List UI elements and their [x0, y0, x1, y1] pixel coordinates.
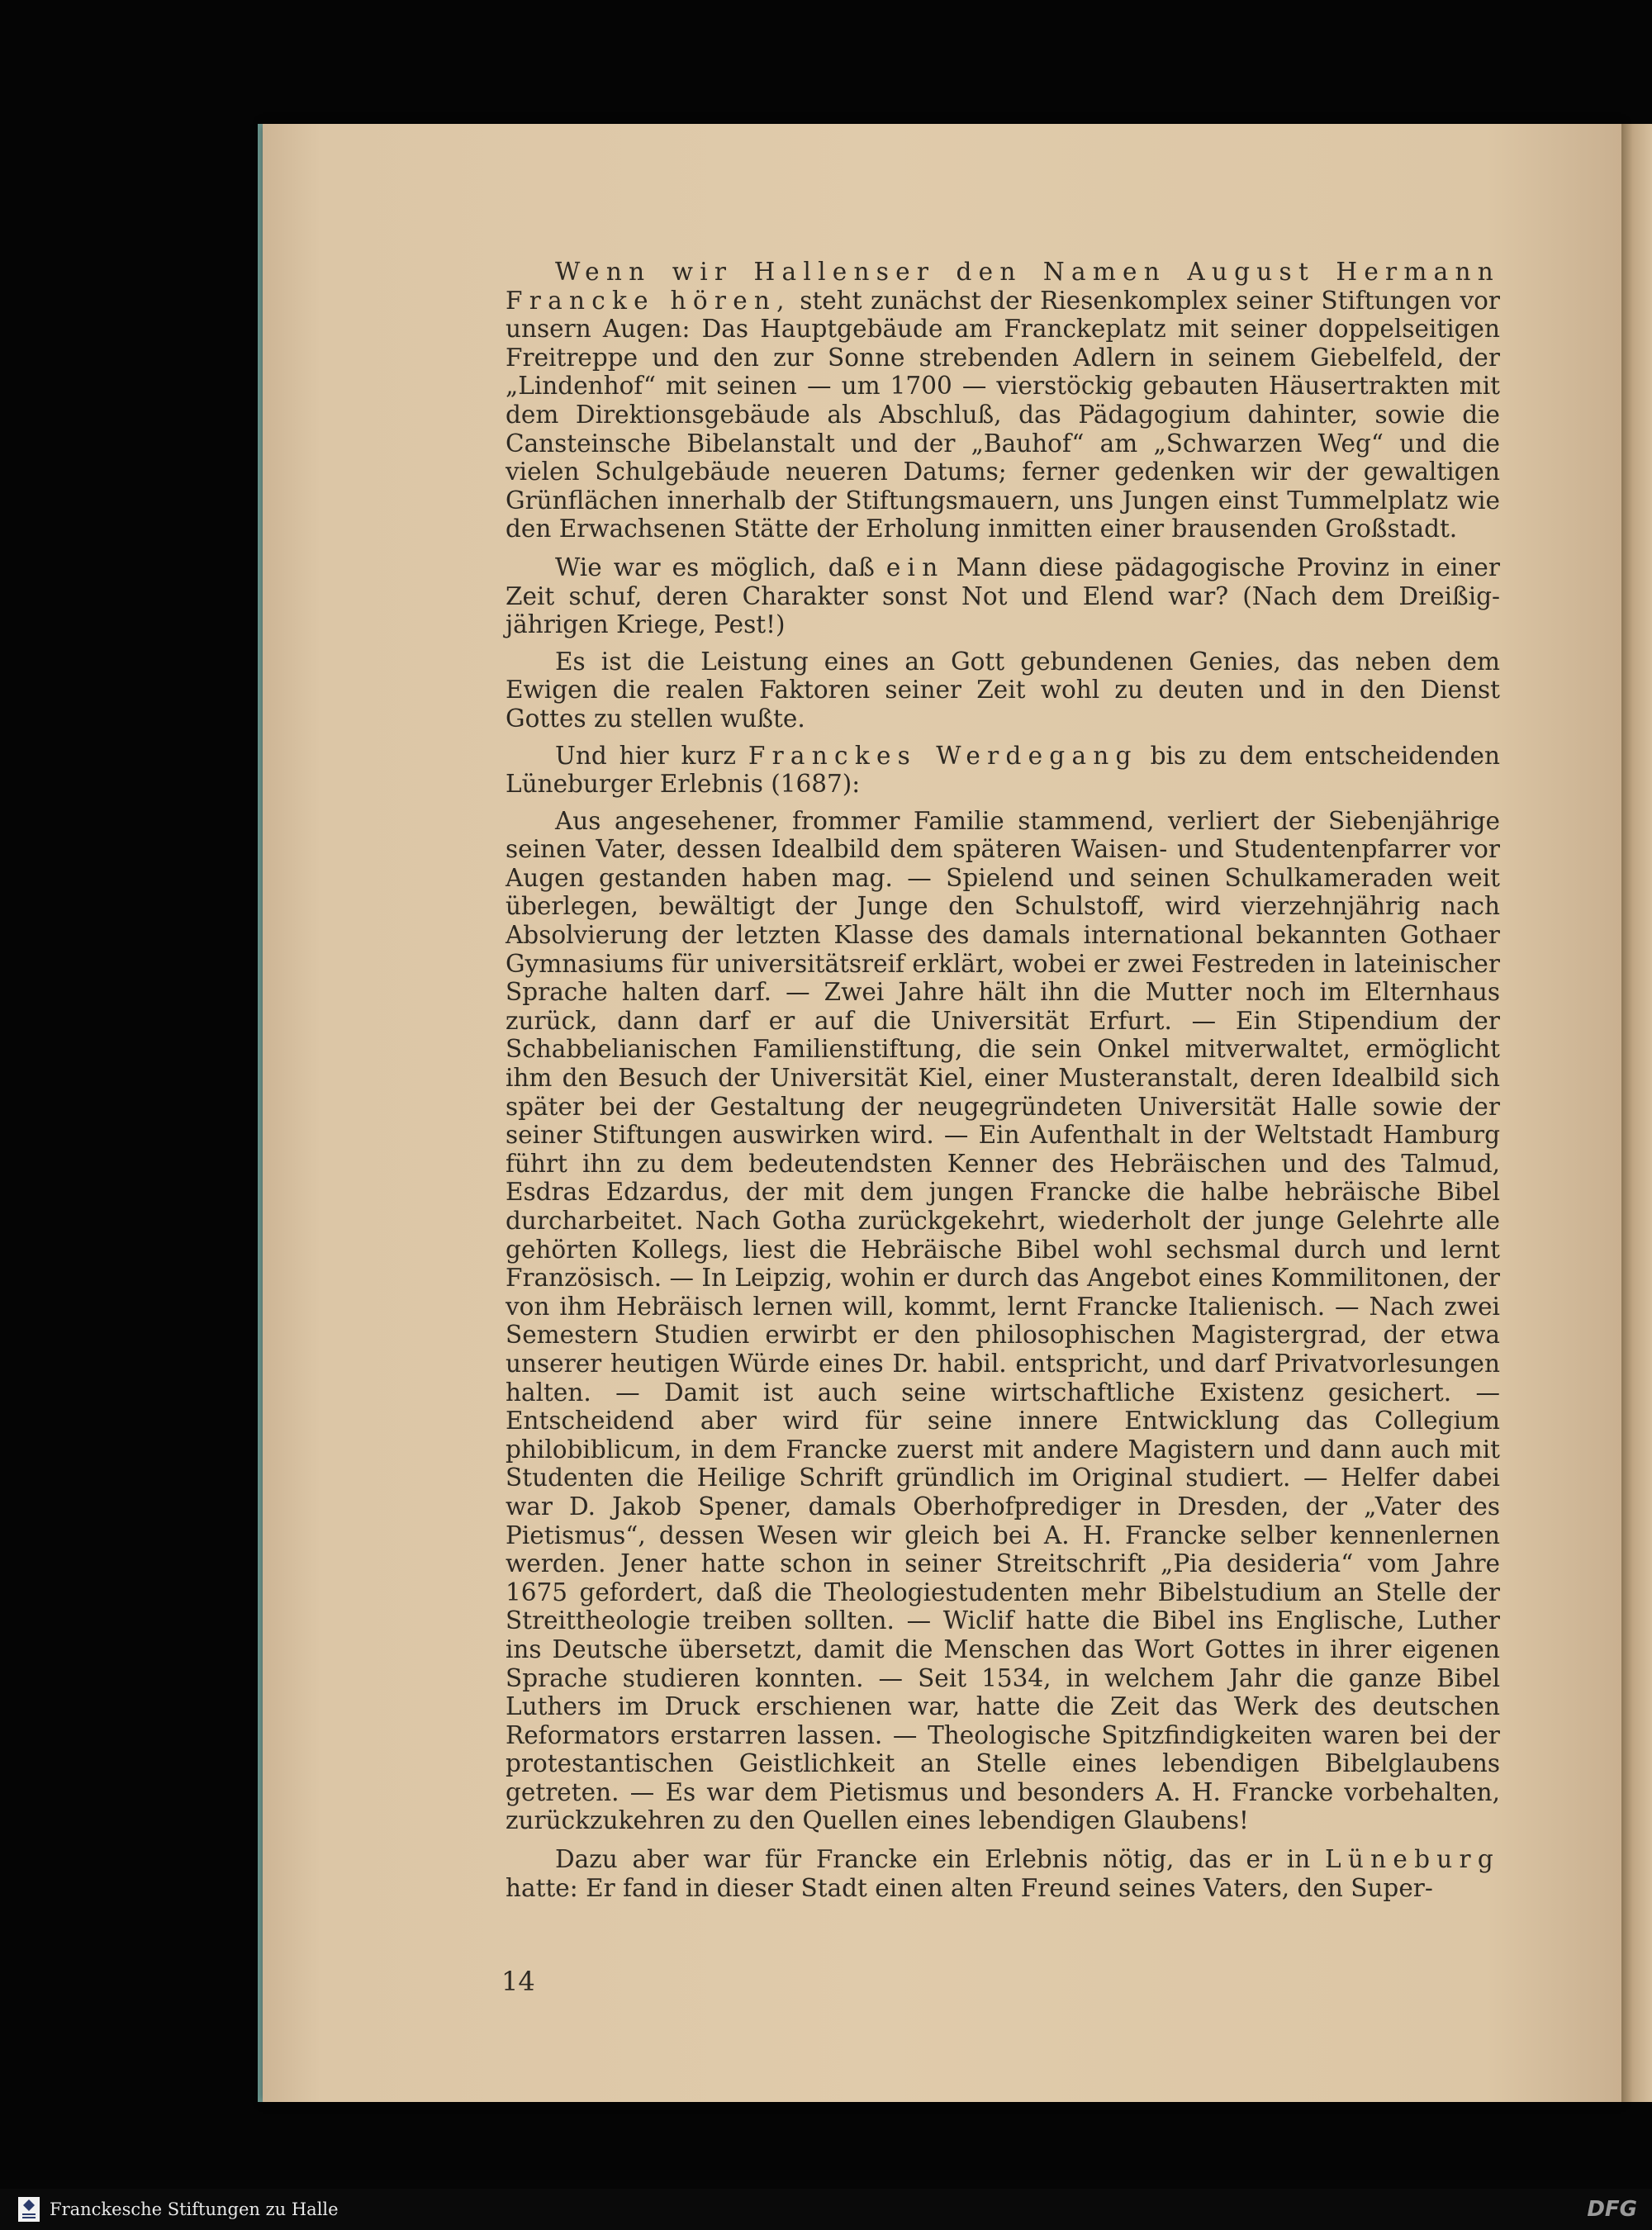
paragraph-biography: Aus angesehener, frommer Familie stammend, verliert der Siebenjährige seinen Vater, dessen Idealbild dem späteren Waisen- und Studentenpfarrer vor Augen gestanden haben mag. — Spielend und seinen Schulkameraden weit überlegen, bewältigt der Junge den Schulstoff, wird vierzehnjährig nach Absolvierung der letzten Klasse des damals international bekannten Gothaer Gymnasiums für universitätsreif erklärt, wobei er zwei Festreden in lateinischer Sprache halten darf. — Zwei Jahre hält ihn die Mutter noch im Elternhaus zurück, dann darf er auf die Universität Erfurt. — Ein Stipendium der Schabbelianischen Familienstiftung, die sein Onkel mitverwaltet, ermöglicht ihm den Besuch der Universität Kiel, einer Musteranstalt, deren Idealbild sich später bei der Gestaltung der neugegründeten Universität Halle sowie der seiner Stiftungen auswirken wird. — Ein Aufenthalt in der Weltstadt Hamburg führt ihn zu dem bedeutendsten Kenner des Hebräischen und des Talmud, Esdras Edzardus, der mit dem jungen Francke die halbe hebräische Bibel durcharbeitet. Nach Gotha zurückgekehrt, wiederholt der junge Gelehrte alle gehörten Kollegs, liest die Hebräische Bibel wohl sechsmal durch und lernt Französisch. — In Leipzig, wohin er durch das Angebot eines Kommilitonen, der von ihm Hebräisch lernen will, kommt, lernt Francke Italienisch. — Nach zwei Semestern Studien erwirbt er den philosophischen Magistergrad, der etwa unserer heutigen Würde eines Dr. habil. entspricht, und darf Privatvorlesungen halten. — Damit ist auch seine wirtschaftliche Existenz gesichert. — Entscheidend aber wird für seine innere Entwicklung das Collegium philobiblicum, in dem Francke zuerst mit andere Magistern und dann auch mit Studenten die Heilige Schrift gründlich im Original studiert. — Helfer dabei war D. Jakob Spener, damals Oberhofprediger in Dresden, der „Vater des Pietismus“, dessen Wesen wir gleich bei A. H. Francke selber kennenlernen werden. Jener hatte schon in seiner Streitschrift „Pia desideria“ vom Jahre 1675 gefordert, daß die Theologiestudenten mehr Bibelstudium an Stelle der Streittheologie treiben sollten. — Wiclif hatte die Bibel ins Englische, Luther ins Deutsche übersetzt, damit die Menschen das Wort Gottes in ihrer eigenen Sprache studieren konnten. — Seit 1534, in welchem Jahr die ganze Bibel Luthers im Druck erschienen war, hatte die Zeit das Werk des deutschen Reformators erstarren lassen. — Theologische Spitzfindigkeiten waren bei der protestantischen Geistlichkeit an Stelle eines lebendigen Bibelglaubens getreten. — Es war dem Pietismus und besonders A. H. Francke vorbehalten, zurückzukehren zu den Quellen eines lebendigen Glaubens! [506, 806, 1500, 1835]
paragraph-intro [506, 258, 1500, 543]
paragraph-text: Mann diese pädagogische Provinz in einer Zeit schuf, deren Charakter sonst Not und Elend war? (Nach dem Dreißigjährigen Kriege, Pest!) [506, 553, 1500, 639]
paragraph-genius: Es ist die Leistung eines an Gott gebundenen Genies, das neben dem Ewigen die realen Faktoren seiner Zeit wohl zu deuten und in den Dienst Gottes zu stellen wußte. [506, 647, 1500, 733]
viewer-footer [0, 2189, 1652, 2230]
spaced-emphasis: Wenn wir Hallenser den Namen August Hermann Francke hören, [506, 258, 1500, 315]
paragraph-text: steht zunächst der Riesenkomplex seiner Stiftungen vor unsern Augen: Das Hauptgebäude am Franckeplatz mit seiner doppelseitigen Freitreppe und den zur Sonne strebenden Adlern in seinem Giebelfeld, der „Lindenhof“ mit seinen — um 1700 — vierstöckig gebauten Häusertrakten mit dem Direktionsgebäude als Abschluß, das Pädagogium dahinter, sowie die Cansteinsche Bibelanstalt und der „Bauhof“ am „Schwarzen Weg“ und die vielen Schulgebäude neueren Datums; ferner gedenken wir der gewaltigen Grünflächen innerhalb der Stiftungsmauern, uns Jungen einst Tummelplatz wie den Erwachsenen Stätte der Erholung inmitten einer brausenden Großstadt. [506, 286, 1500, 543]
paragraph-text: Und hier kurz [555, 741, 748, 770]
paragraph-text: hatte: Er fand in dieser Stadt einen alten Freund seines Vaters, den Super- [506, 1873, 1433, 1902]
dfg-logo[interactable]: DFG [1587, 2197, 1637, 2222]
spaced-emphasis: ein [885, 553, 945, 581]
paragraph-text: bis zu dem entscheidenden Lüneburger Erlebnis (1687): [506, 741, 1501, 799]
spaced-emphasis: Franckes Werdegang [748, 741, 1138, 770]
paragraph-question [506, 553, 1500, 639]
spaced-emphasis: Lüneburg [1325, 1845, 1500, 1874]
franckesche-stiftungen-logo-icon[interactable] [17, 2196, 41, 2223]
paragraph-text: Dazu aber war für Francke ein Erlebnis nötig, das er in [555, 1845, 1325, 1874]
adjacent-page-edge [1621, 124, 1652, 2102]
page-body [506, 258, 1500, 1912]
page-number: 14 [501, 1966, 535, 1997]
paragraph-text: Wie war es möglich, daß [555, 553, 886, 581]
paragraph-career-intro [506, 742, 1500, 799]
footer-institution-link[interactable]: Franckesche Stiftungen zu Halle [50, 2199, 339, 2219]
paragraph-lueneburg [506, 1845, 1500, 1902]
